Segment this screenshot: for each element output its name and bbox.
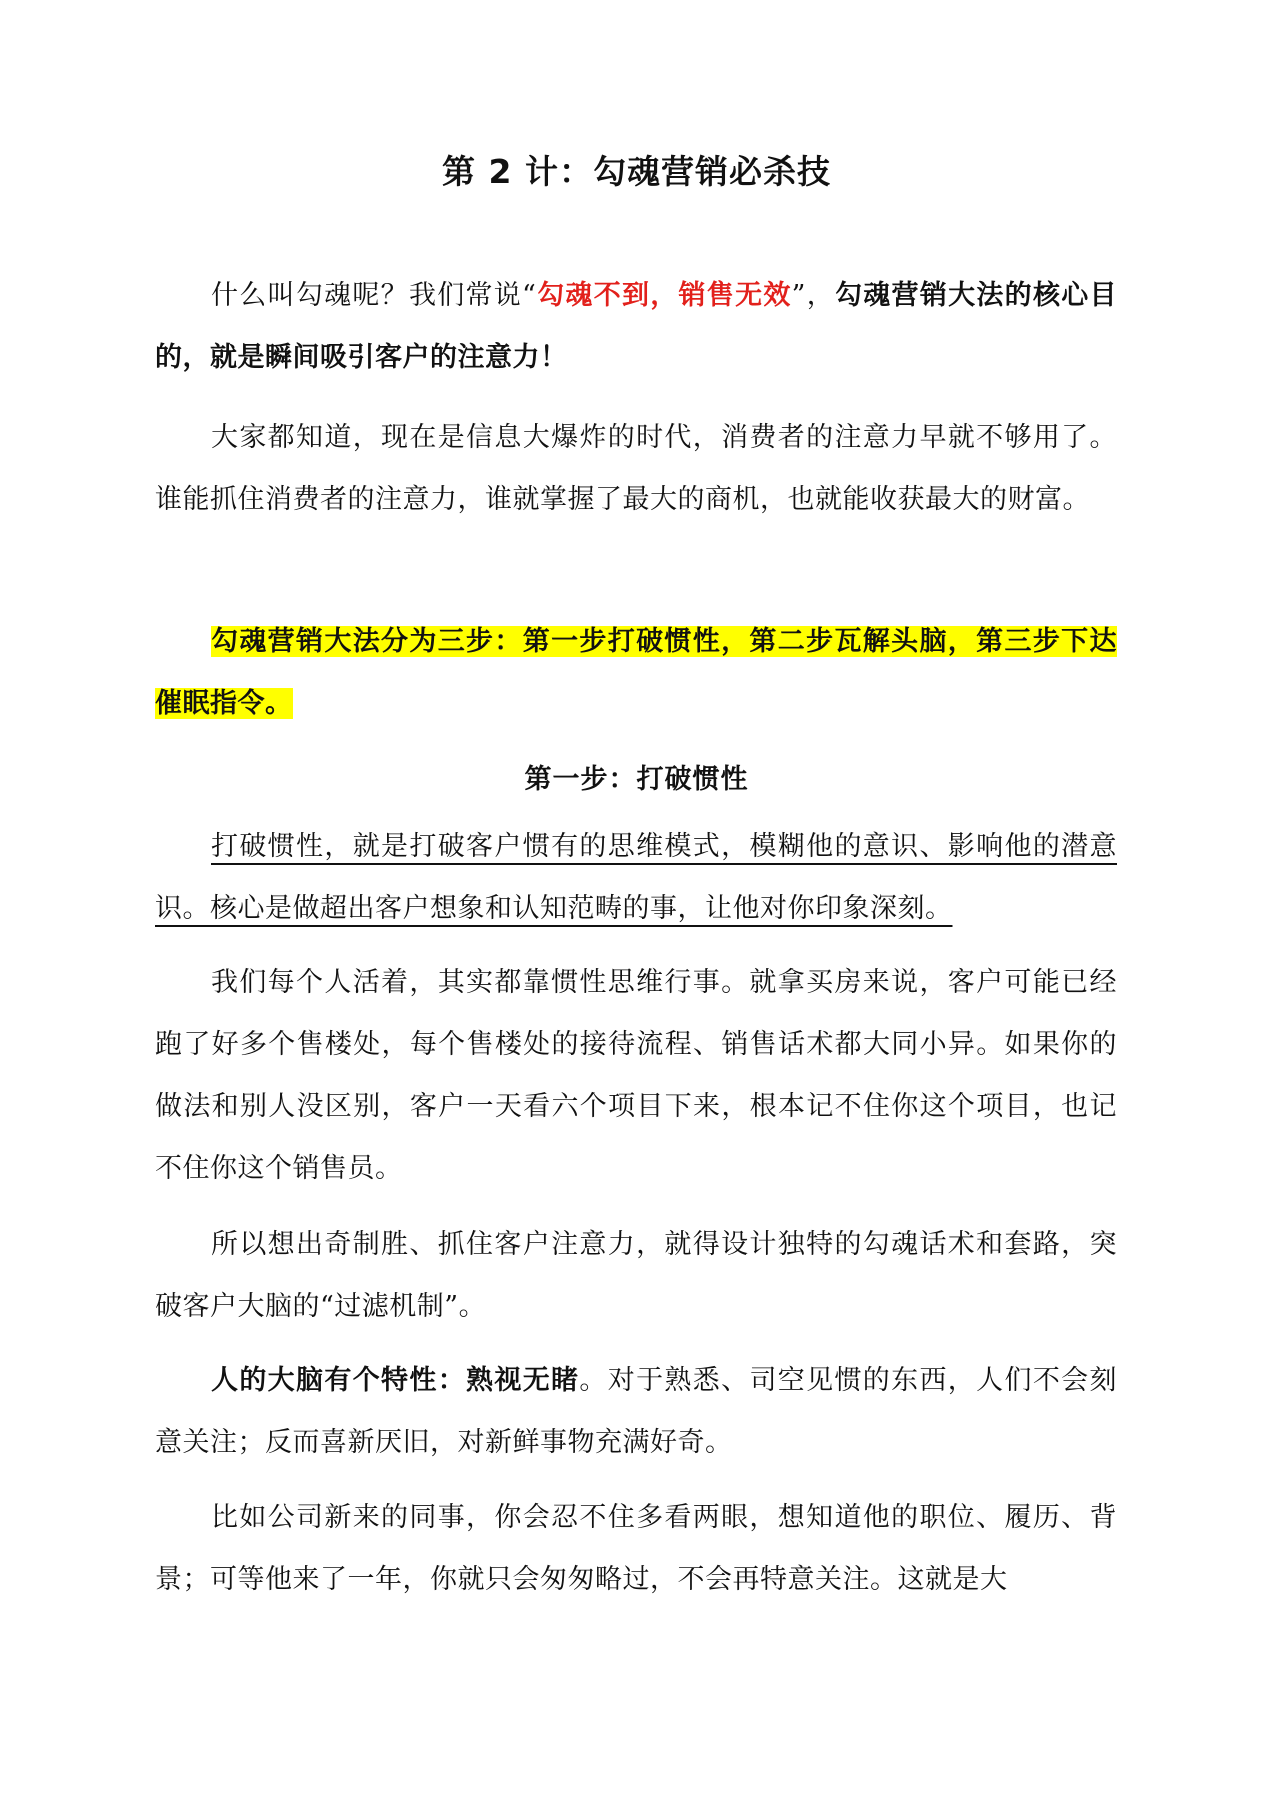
- intro-lead-text: 什么叫勾魂呢？我们常说“: [211, 280, 537, 311]
- paragraph-brain-trait: [155, 1350, 1117, 1474]
- paragraph-information-era: 大家都知道，现在是信息大爆炸的时代，消费者的注意力早就不够用了。谁能抓住消费者的注意力，谁就掌握了最大的商机，也就能收获最大的财富。: [155, 422, 1117, 515]
- section-heading-step-one: 第一步：打破惯性: [524, 764, 749, 795]
- bold-brain-trait-text: 人的大脑有个特性：熟视无睹: [211, 1365, 580, 1396]
- paragraph-intro: [155, 265, 1117, 389]
- bold-core-purpose-text: 勾魂营销大法的核心目的，就是瞬间吸引客户的注意力！: [155, 280, 1117, 373]
- paragraph-break-inertia: [155, 816, 1117, 940]
- underlined-definition-text: 打破惯性，就是打破客户惯有的思维模式，模糊他的意识、影响他的潜意识。核心是做超出客户想象和认知范畴的事，让他对你印象深刻。: [155, 831, 1117, 924]
- page-title: 第 2 计：勾魂营销必杀技: [442, 152, 831, 191]
- intro-quote-close: ”，: [791, 280, 835, 311]
- brain-trait-rest-text: 。对于熟悉、司空见惯的东西，人们不会刻意关注；反而喜新厌旧，对新鲜事物充满好奇。: [155, 1365, 1118, 1458]
- red-emphasis-text: 勾魂不到，销售无效: [536, 280, 792, 311]
- highlighted-three-steps-text: 勾魂营销大法分为三步：第一步打破惯性，第二步瓦解头脑，第三步下达催眠指令。: [155, 626, 1117, 719]
- paragraph-new-colleague-example: 比如公司新来的同事，你会忍不住多看两眼，想知道他的职位、履历、背景；可等他来了一年，你就只会匆匆略过，不会再特意关注。这就是大: [155, 1502, 1117, 1595]
- paragraph-three-steps: [155, 611, 1117, 735]
- paragraph-filter-mechanism: 所以想出奇制胜、抓住客户注意力，就得设计独特的勾魂话术和套路，突破客户大脑的“过滤机制”。: [155, 1229, 1117, 1322]
- paragraph-inertia-example: 我们每个人活着，其实都靠惯性思维行事。就拿买房来说，客户可能已经跑了好多个售楼处，每个售楼处的接待流程、销售话术都大同小异。如果你的做法和别人没区别，客户一天看六个项目下来，根本记不住你这个项目，也记不住你这个销售员。: [155, 967, 1117, 1184]
